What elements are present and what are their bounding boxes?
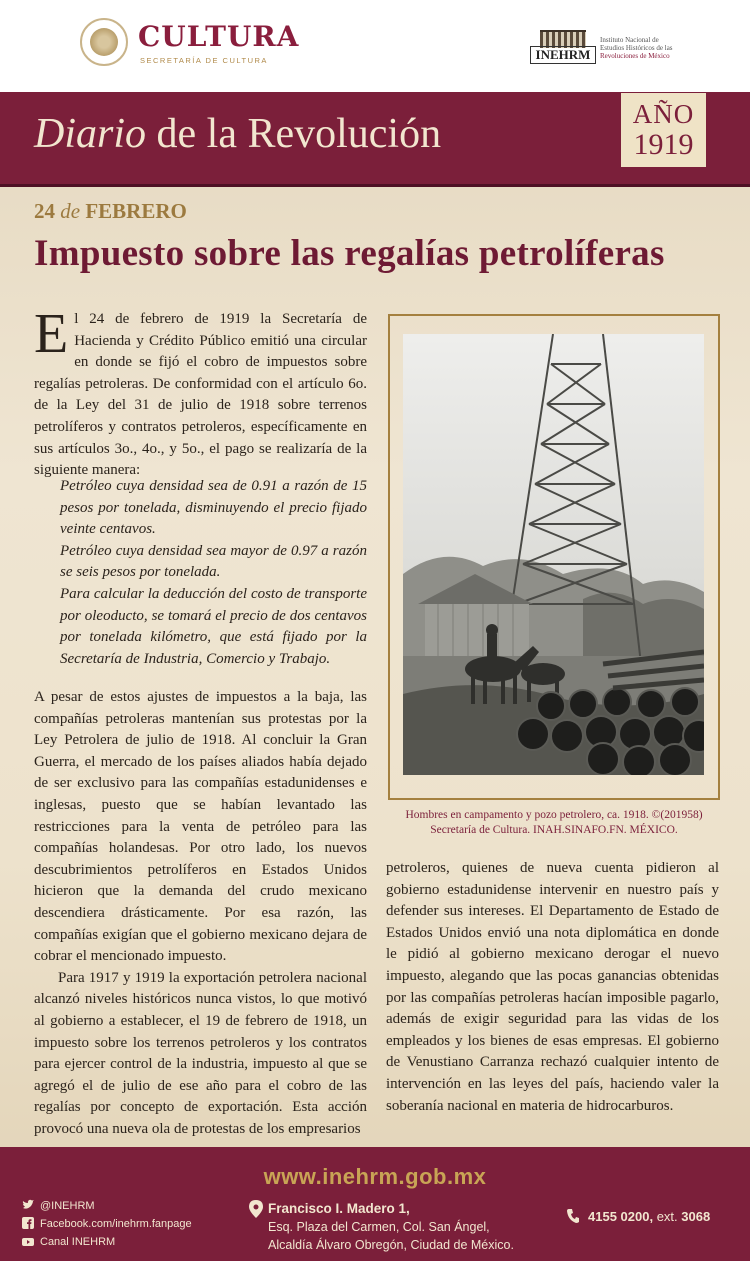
intro-paragraph [34,303,367,482]
cultura-logo-text: CULTURA [138,20,300,53]
paragraph-3: Para 1917 y 1919 la exportación petrolera nacional alcanzó niveles históricos nunca vistos, lo que motivó al gobierno a establecer, el 19 de febrero de 1918, un impuesto sobre los terrenos petroleros y los contratos para ejercer control de la industria, impuesto al que se agregó el de julio de ese año para el cobro de las regalías por concepto de exportación. Esta acción provocó una nueva ola de protestas de los empresarios [34,969,367,1137]
inehrm-logo-text: INEHRM [530,46,596,64]
date-de: de [60,199,81,223]
institute-line-3: Revoluciones de México [600,52,670,60]
national-seal-logo [80,18,128,66]
drop-cap: E [34,303,69,365]
oil-well-photo [403,334,704,775]
inehrm-logo [530,30,596,64]
twitter-handle: @INEHRM [40,1200,95,1212]
phone-icon [566,1208,580,1224]
seal-emblem-icon [90,28,118,56]
institute-line-2: Estudios Históricos de las [600,44,673,52]
institute-line-1: Instituto Nacional de [600,36,659,44]
institute-description [600,36,710,60]
website-link[interactable]: www.inehrm.gob.mx [263,1164,487,1189]
diario-title-italic: Diario [34,111,147,157]
location-pin-icon [249,1200,263,1218]
youtube-channel: Canal INEHRM [40,1236,116,1248]
paragraph-2: A pesar de estos ajustes de impuestos a la baja, las compañías petroleras mantenían sus protestas por la Ley Petrolera de julio de 1918. Al concluir la Gran Guerra, el mercado de los países aliados había dejado de ser exclusivo para las compañías estadunidenses e inglesas, puesto que se habían levantado las restricciones para la venta de petróleo para las compañías holandesas. Por otro lado, los nuevos descubrimientos petrolíferos en Estados Unidos hicieron que la demanda del crudo mexicano descendiera drásticamente. Por esa razón, las compañías exigían que el gobierno mexicano dejara de cobrar el mencionado impuesto. [34,689,367,965]
address-line-2: Esq. Plaza del Carmen, Col. San Ángel, [268,1220,490,1234]
address-line-3: Alcaldía Álvaro Obregón, Ciudad de México. [268,1238,514,1252]
facebook-icon [22,1217,34,1229]
article-date [34,199,187,224]
year-label: AÑO [632,99,695,129]
phone-number[interactable] [588,1209,710,1224]
paragraph-3-continued: petroleros, quienes de nueva cuenta pidieron al gobierno estadunidense intervenir en nuestro país y defender sus intereses. El Departamento de Estado de Estados Unidos envió una nota diplomática en donde le pidió al gobierno mexicano derogar el nuevo impuesto, alegando que las pocas ganancias obtenidas por las compañías petroleras hacían imposible pagarlo, además de exigir seguridad para las vidas de los empleados y los bienes de esas empresas. El gobierno de Venustiano Carranza rechazó cualquier intento de intervención en las leyes del país, haciendo valer la soberanía nacional en materia de hidrocarburos. [386,860,719,1114]
secretaria-subtitle: SECRETARÍA DE CULTURA [140,56,268,65]
twitter-icon [22,1199,34,1211]
phone-ext: 3068 [681,1209,711,1224]
quote-item-1: Petróleo cuya densidad sea de 0.91 a razón de 15 pesos por tonelada, disminuyendo el precio fijado veinte centavos. [60,478,367,538]
diario-title [34,110,441,158]
quoted-rates [60,476,367,670]
year-badge [621,93,706,167]
facebook-url: Facebook.com/inehrm.fanpage [40,1218,192,1230]
twitter-link[interactable] [22,1199,95,1212]
date-month: FEBRERO [85,199,187,223]
oil-derrick-illustration [403,334,704,775]
address [268,1200,514,1254]
caption-line-1: Hombres en campamento y pozo petrolero, ca. 1918. ©(201958) [405,809,703,821]
diario-title-rest: de la Revolución [146,111,442,157]
date-day: 24 [34,199,55,223]
facebook-link[interactable] [22,1217,192,1230]
phone-ext-label: ext. [656,1209,678,1224]
year-value: 1919 [633,128,694,161]
phone-main: 4155 0200, [588,1209,654,1224]
quote-item-2: Petróleo cuya densidad sea mayor de 0.97 a razón se seis pesos por tonelada. [60,542,367,581]
youtube-link[interactable] [22,1235,115,1248]
right-column-body [386,858,719,1117]
left-column-body [34,687,367,1140]
address-street: Francisco I. Madero 1, [268,1201,410,1216]
article-headline: Impuesto sobre las regalías petrolíferas [34,233,665,274]
photo-caption [388,808,720,837]
caption-line-2: Secretaría de Cultura. INAH.SINAFO.FN. MÉXICO. [430,823,678,836]
quote-item-3: Para calcular la deducción del costo de transporte por oleoducto, se tomará el precio de dos centavos por tonelada kilómetro, que está fijado por la Secretaría de Industria, Comercio y Trabajo. [60,585,367,667]
intro-text: l 24 de febrero de 1919 la Secretaría de Hacienda y Crédito Público emitió una circular en donde se fijó el cobro de impuestos sobre regalías petroleras. De conformidad con el artículo 6o. de la Ley del 31 de julio de 1918 sobre terrenos petrolíferos y contratos petroleros, específicamente en sus artículos 3o., 4o., y 5o., el pago se realizaría de la siguiente manera: [34,311,367,479]
youtube-icon [22,1235,34,1247]
